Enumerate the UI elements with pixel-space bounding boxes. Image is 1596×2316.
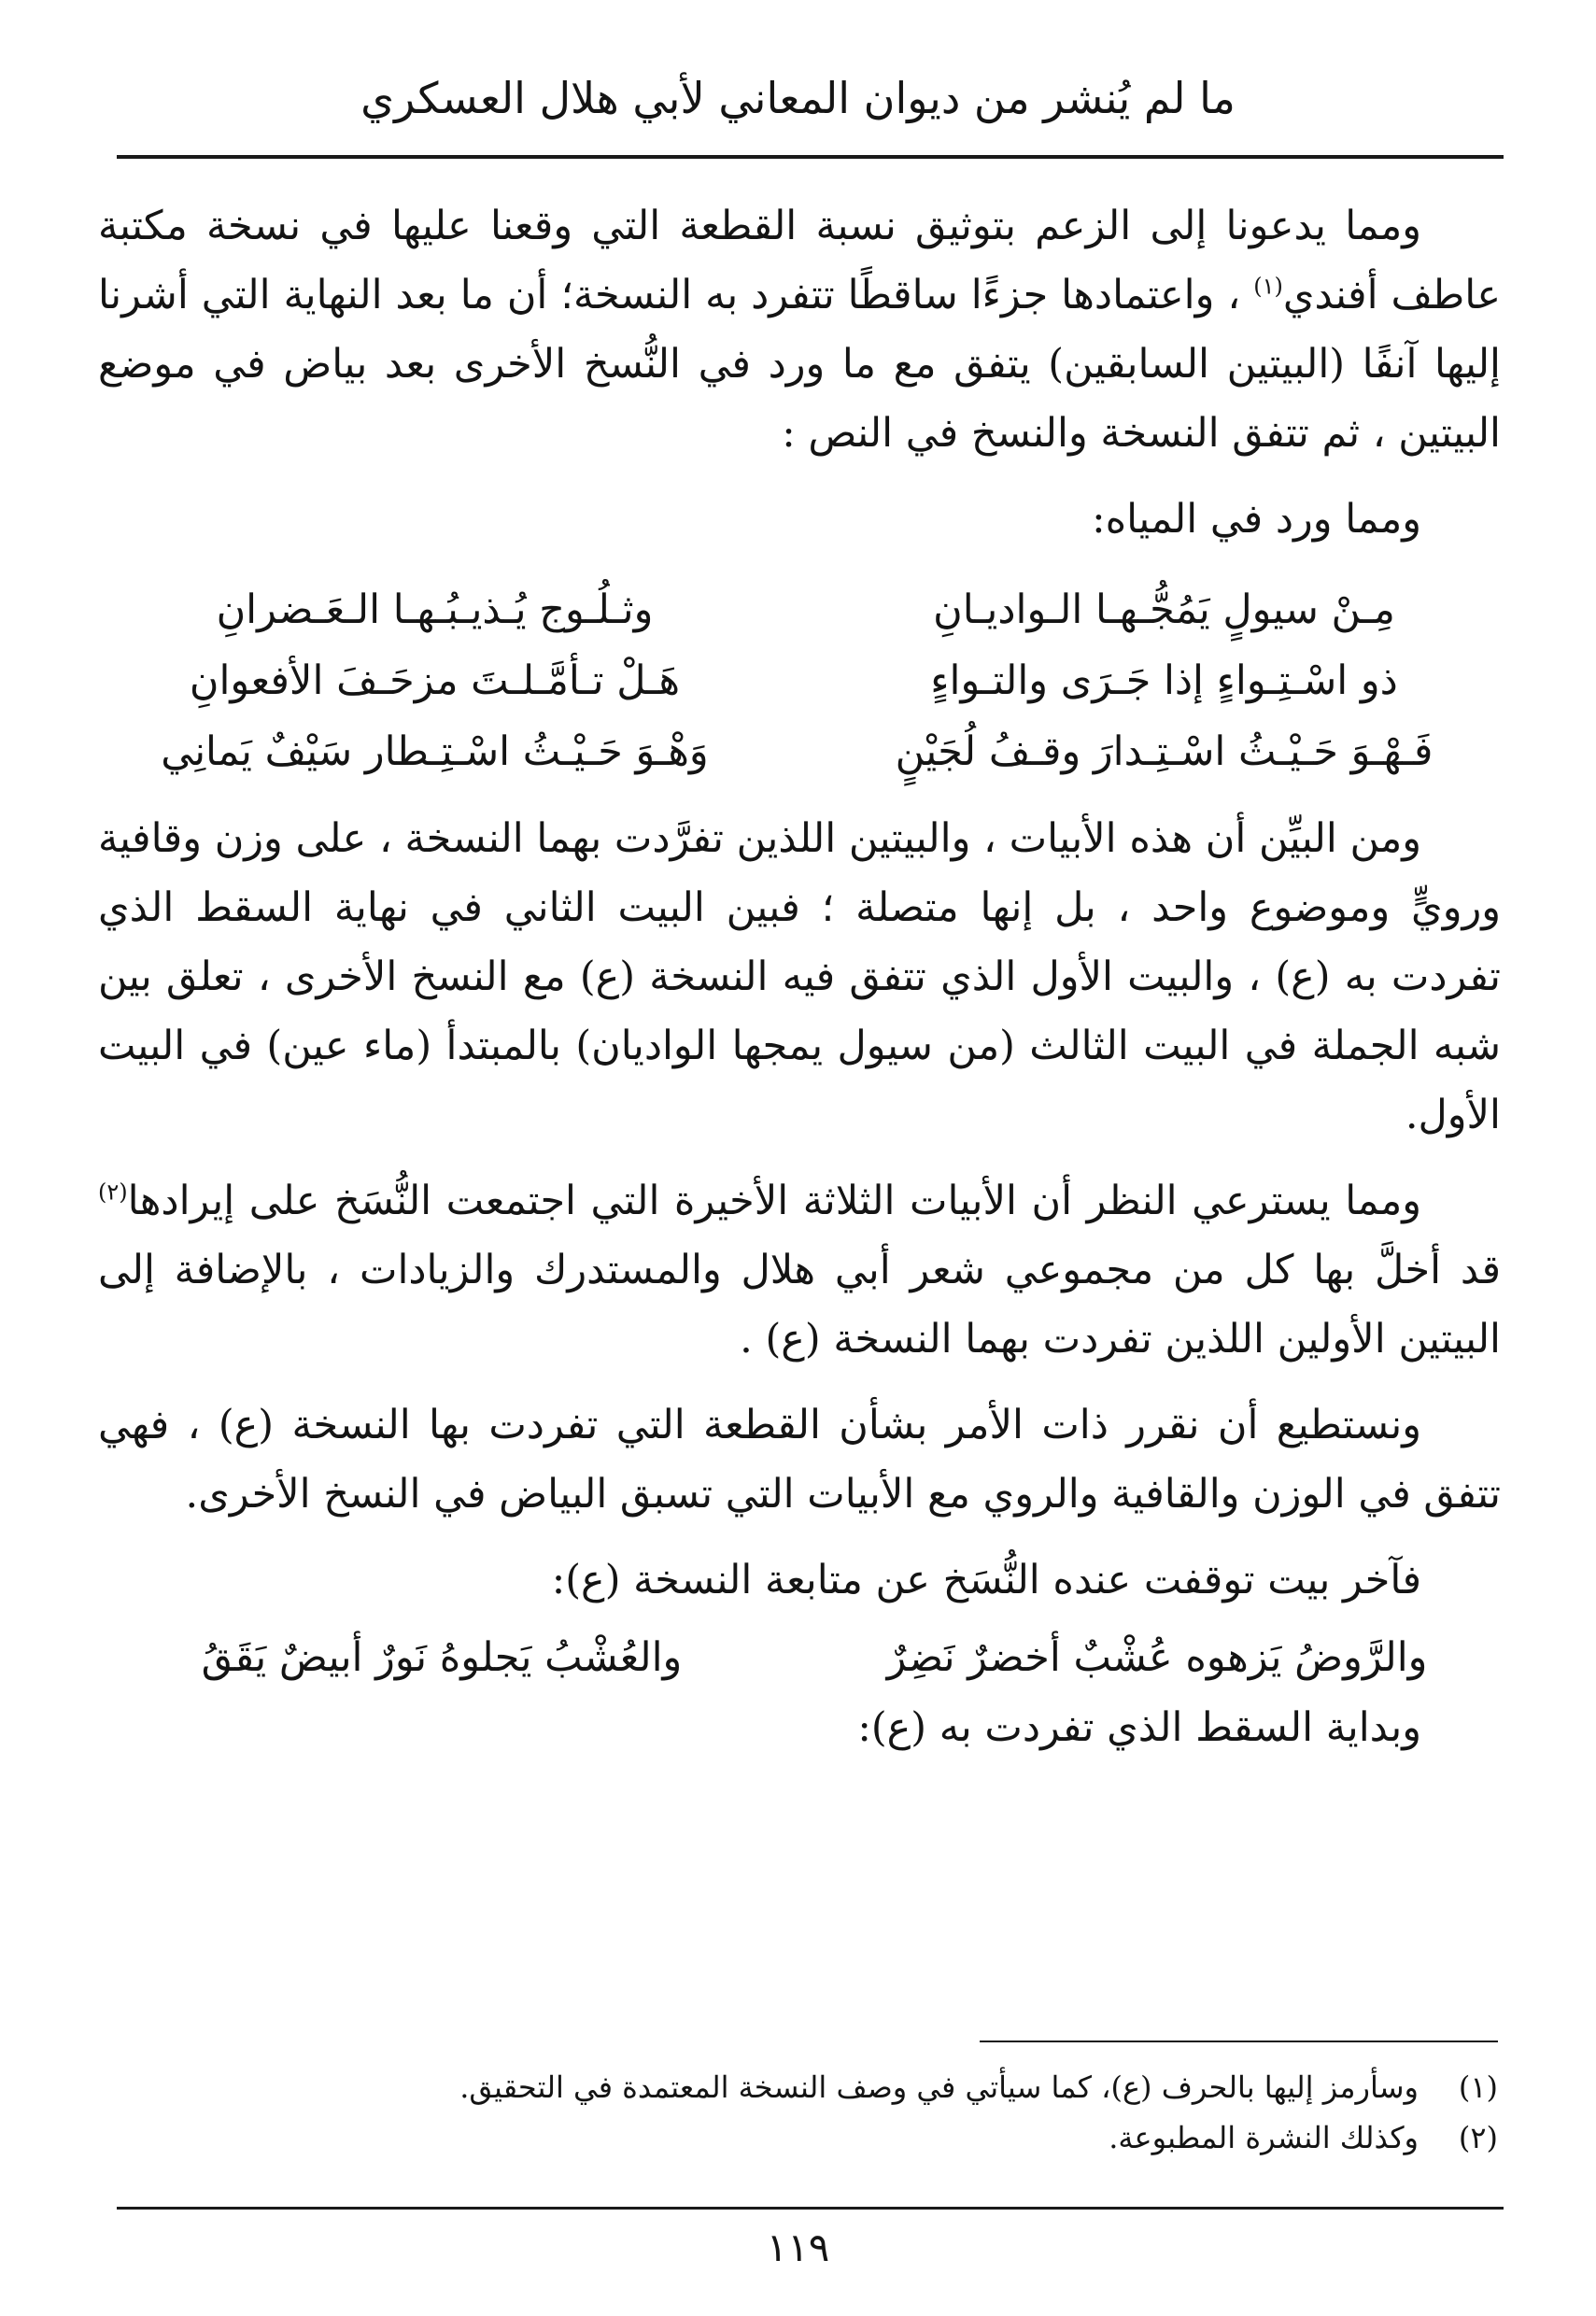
footnote-ref-2: (٢) [98,1179,128,1206]
footnote-1 [191,2062,1498,2112]
verse-second-hemistich: وَهْـوَ حَـيْـثُ اسْـتِـطار سَيْفٌ يَمانِي [161,728,709,775]
footnote-number: (١) [1458,2069,1498,2105]
paragraph-2: ومن البيِّن أن هذه الأبيات ، والبيتين اللذين تفرَّدت بهما النسخة ، على وزن وقافية ورويٍّ وموضوع واحد ، بل إنها متصلة ؛ فبين البيت الثاني في نهاية السقط الذي تفردت به (ع) ، والبيت الأول الذي تتفق فيه النسخة (ع) مع النسخ الأخرى ، تعلق بين شبه الجملة في البيت الثالث (من سيول يمجها الواديان) بالمبتدأ (ماء عين) في البيت الأول. [98,815,1501,1138]
footnotes [191,2062,1498,2163]
paragraph-1 [98,191,1501,468]
verse-first-hemistich: مِـنْ سيولٍ يَمُجُّـهـا الـواديـانِ [933,586,1395,633]
header-rule [117,155,1504,159]
verse-first-hemistich: والرَّوضُ يَزهوه عُشْبٌ أخضرٌ نَضِرٌ [886,1634,1428,1681]
paragraph-4: ونستطيع أن نقرر ذات الأمر بشأن القطعة التي تفردت بها النسخة (ع) ، فهي تتفق في الوزن والقافية والروي مع الأبيات التي تسبق البياض في النسخ الأخرى. [98,1402,1501,1518]
paragraph-5: فآخر بيت توقفت عنده النُّسَخ عن متابعة النسخة (ع): [551,1557,1421,1603]
verse-line-last [98,1622,1501,1693]
verse-first-hemistich: ذو اسْـتِـواءٍ إذا جَـرَى والتـواءٍ [930,657,1398,704]
paragraph-3-part-b: قد أخلَّ بها كل من مجموعي شعر أبي هلال والمستدرك والزيادات ، بالإضافة إلى البيتين الأولين اللذين تفردت بهما النسخة (ع) . [98,1247,1501,1363]
running-title: ما لم يُنشر من ديوان المعاني لأبي هلال العسكري [360,73,1236,123]
verse-second-hemistich: والعُشْبُ يَجلوهُ نَورٌ أبيضٌ يَقَقُ [201,1634,683,1681]
waters-intro: ومما ورد في المياه: [1092,496,1421,543]
verse-line [98,645,1501,716]
footnote-ref-1: (١) [1253,273,1283,300]
footer-rule [117,2207,1504,2210]
footnote-text: وسأرمز إليها بالحرف (ع)، كما سيأتي في وصف النسخة المعتمدة في التحقيق. [459,2069,1419,2105]
footnote-text: وكذلك النشرة المطبوعة. [1109,2120,1419,2155]
verse-line [98,574,1501,645]
verse-second-hemistich: هَـلْ تـأمَّـلـتَ مزحَـفَ الأفعوانِ [189,657,681,704]
verse-first-hemistich: فَـهْـوَ حَـيْـثُ اسْـتِـدارَ وقـفُ لُجَيْنٍ [895,728,1434,775]
paragraph-1-part-b: ، واعتمادها جزءًا ساقطًا تتفرد به النسخة؛ أن ما بعد النهاية التي أشرنا إليها آنفًا (البيتين السابقين) يتفق مع ما ورد في النُّسخ الأخرى بعد بياض في موضع البيتين ، ثم تتفق النسخة والنسخ في النص : [98,272,1501,457]
footnote-rule [980,2041,1498,2042]
paragraph-1-part-a: ومما يدعونا إلى الزعم بتوثيق نسبة القطعة التي وقعنا عليها في نسخة مكتبة عاطف أفندي [98,203,1501,318]
paragraph-3 [98,1166,1501,1374]
footnote-number: (٢) [1458,2120,1498,2155]
paragraph-6: وبداية السقط الذي تفردت به (ع): [857,1704,1421,1751]
page-number: ١١٩ [766,2224,830,2270]
paragraph-3-part-a: ومما يسترعي النظر أن الأبيات الثلاثة الأخيرة التي اجتمعت النُّسَخ على إيرادها [127,1178,1421,1224]
footnote-2 [191,2112,1498,2163]
verse-line [98,716,1501,787]
poem-verses-waters [98,574,1501,787]
verse-second-hemistich: وثـلُـوج يُـذيـبُـهـا الـعَـضرانِ [216,586,654,633]
main-text [98,191,1501,1762]
